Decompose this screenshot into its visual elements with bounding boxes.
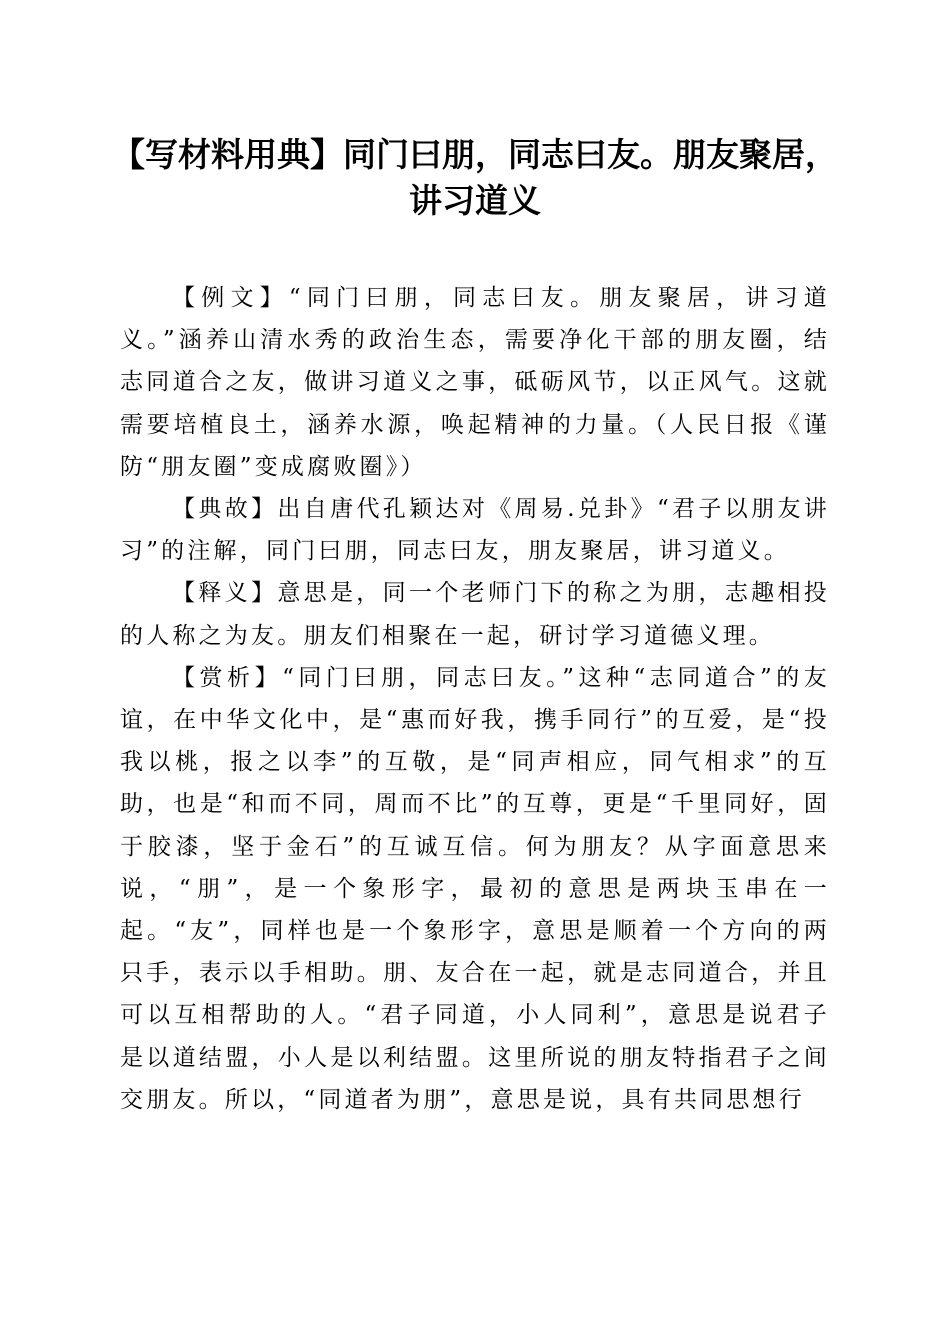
paragraph-text-appreciation: “同门曰朋，同志曰友。”这种“志同道合”的友谊，在中华文化中，是“惠而好我，携手同行”的互爱，是“投我以桃，报之以李”的互敬，是“同声相应，同气相求”的互助，也是“和而不同，周而不比”的互尊，更是“千里同好，固于胶漆，坚于金石”的互诚互信。何为朋友？从字面意思来说，“朋”，是一个象形字，最初的意思是两块玉串在一起。“友”，同样也是一个象形字，意思是顺着一个方向的两只手，表示以手相助。朋、友合在一起，就是志同道合，并且可以互相帮助的人。“君子同道，小人同利”，意思是说君子是以道结盟，小人是以利结盟。这里所说的朋友特指君子之间交朋友。所以，“同道者为朋”，意思是说，具有共同思想行 [120,664,830,1113]
paragraph-tag-allusion: 【典故】 [172,496,278,523]
paragraph-interpretation [120,572,830,656]
paragraph-tag-example: 【例文】 [172,285,289,311]
paragraph-appreciation [120,657,830,1121]
paragraph-tag-interpretation: 【释义】 [172,580,278,607]
document-title: 【写材料用典】同门曰朋，同志曰友。朋友聚居，讲习道义 [112,135,838,220]
paragraph-text-allusion: 出自唐代孔颖达对《周易.兑卦》“君子以朋友讲习”的注解，同门曰朋，同志曰友，朋友聚居，讲习道义。 [120,496,830,565]
paragraph-allusion [120,488,830,572]
document-body [120,277,830,1121]
paragraph-text-example: “同门曰朋，同志曰友。朋友聚居，讲习道义。”涵养山清水秀的政治生态，需要净化干部的朋友圈，结志同道合之友，做讲习道义之事，砥砺风节，以正风气。这就需要培植良土，涵养水源，唤起精神的力量。（人民日报《谨防“朋友圈”变成腐败圈》） [120,285,830,480]
paragraph-example [120,277,830,488]
paragraph-tag-appreciation: 【赏析】 [172,664,283,691]
paragraph-text-interpretation: 意思是，同一个老师门下的称之为朋，志趣相投的人称之为友。朋友们相聚在一起，研讨学习道德义理。 [120,580,830,649]
